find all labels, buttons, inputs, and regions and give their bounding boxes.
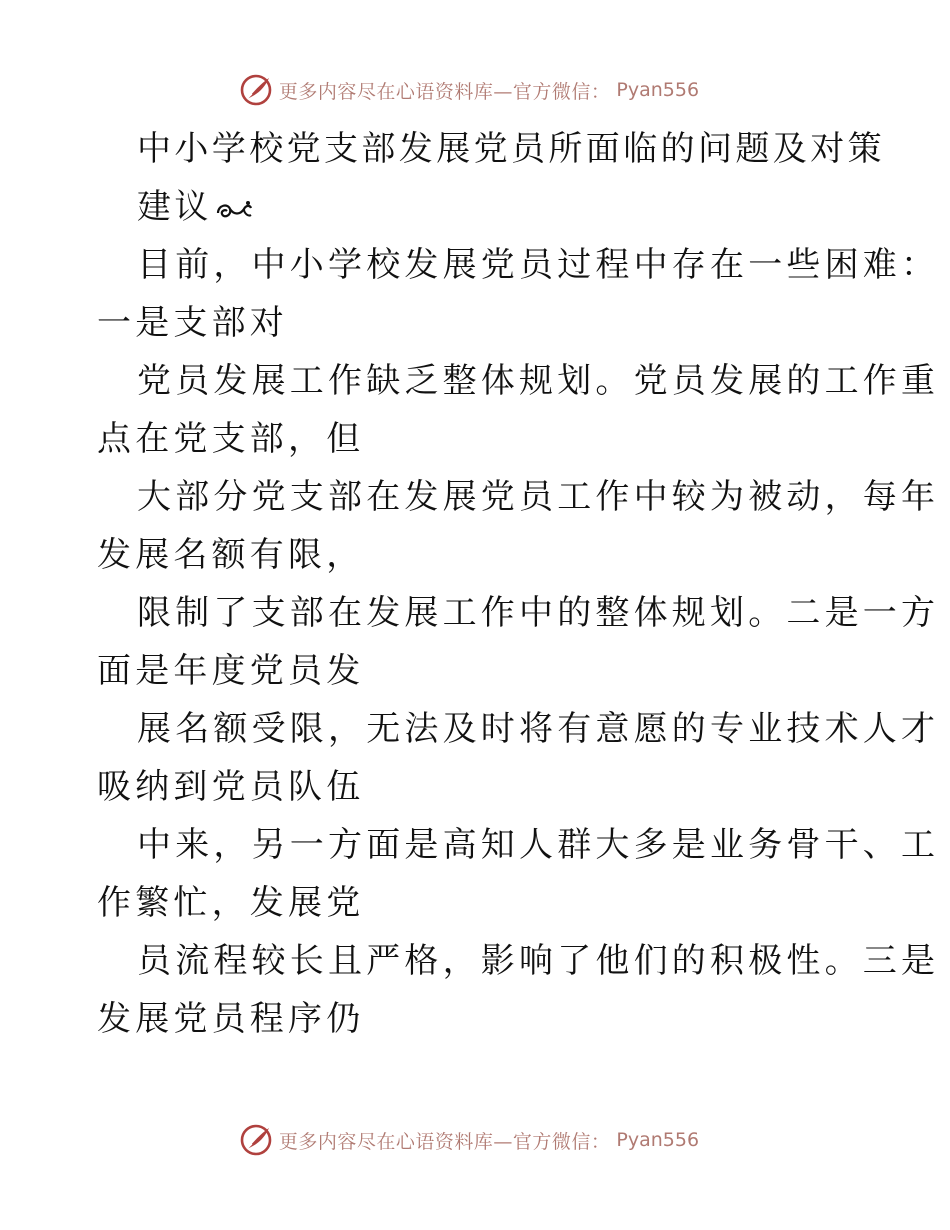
- paragraph-line: 大部分党支部在发展党员工作中较为被动，每年: [137, 477, 940, 517]
- flourish-ornament-icon: [214, 195, 254, 223]
- paragraph-line: 发展党员程序仍: [97, 999, 365, 1039]
- header-banner-text: 更多内容尽在心语资料库—官方微信：: [278, 80, 611, 103]
- document-body: [97, 120, 940, 1048]
- document-title-line-2: [97, 178, 857, 236]
- paragraph-line: 点在党支部，但: [97, 419, 365, 459]
- header-wechat-id: Pyan556: [616, 79, 700, 101]
- paragraph-line: 党员发展工作缺乏整体规划。党员发展的工作重: [137, 361, 940, 401]
- footer-wechat-id: Pyan556: [616, 1129, 700, 1151]
- header-banner: [0, 70, 950, 110]
- paragraph-line: 面是年度党员发: [97, 651, 365, 691]
- footer-banner-text: 更多内容尽在心语资料库—官方微信：: [278, 1130, 611, 1153]
- footer-banner-content: [239, 1123, 699, 1157]
- paragraph-line: 限制了支部在发展工作中的整体规划。二是一方: [137, 593, 940, 633]
- document-title-line-1: 中小学校党支部发展党员所面临的问题及对策: [137, 129, 885, 169]
- paragraph-line: 展名额受限，无法及时将有意愿的专业技术人才: [137, 709, 940, 749]
- paragraph-line: 中来，另一方面是高知人群大多是业务骨干、工: [137, 825, 940, 865]
- header-banner-content: [239, 73, 699, 107]
- paragraph-line: 目前，中小学校发展党员过程中存在一些困难：: [137, 245, 940, 285]
- paragraph-line: 作繁忙，发展党: [97, 883, 365, 923]
- paragraph-line: 一是支部对: [97, 303, 288, 343]
- paragraph-line: 发展名额有限，: [97, 535, 365, 575]
- footer-banner: [0, 1120, 950, 1160]
- paragraph-line: 员流程较长且严格，影响了他们的积极性。三是: [137, 941, 940, 981]
- paragraph-line: 吸纳到党员队伍: [97, 767, 365, 807]
- document-title-text: 建议: [137, 187, 212, 227]
- quill-pen-circle-icon: [239, 1123, 273, 1157]
- quill-pen-circle-icon: [239, 73, 273, 107]
